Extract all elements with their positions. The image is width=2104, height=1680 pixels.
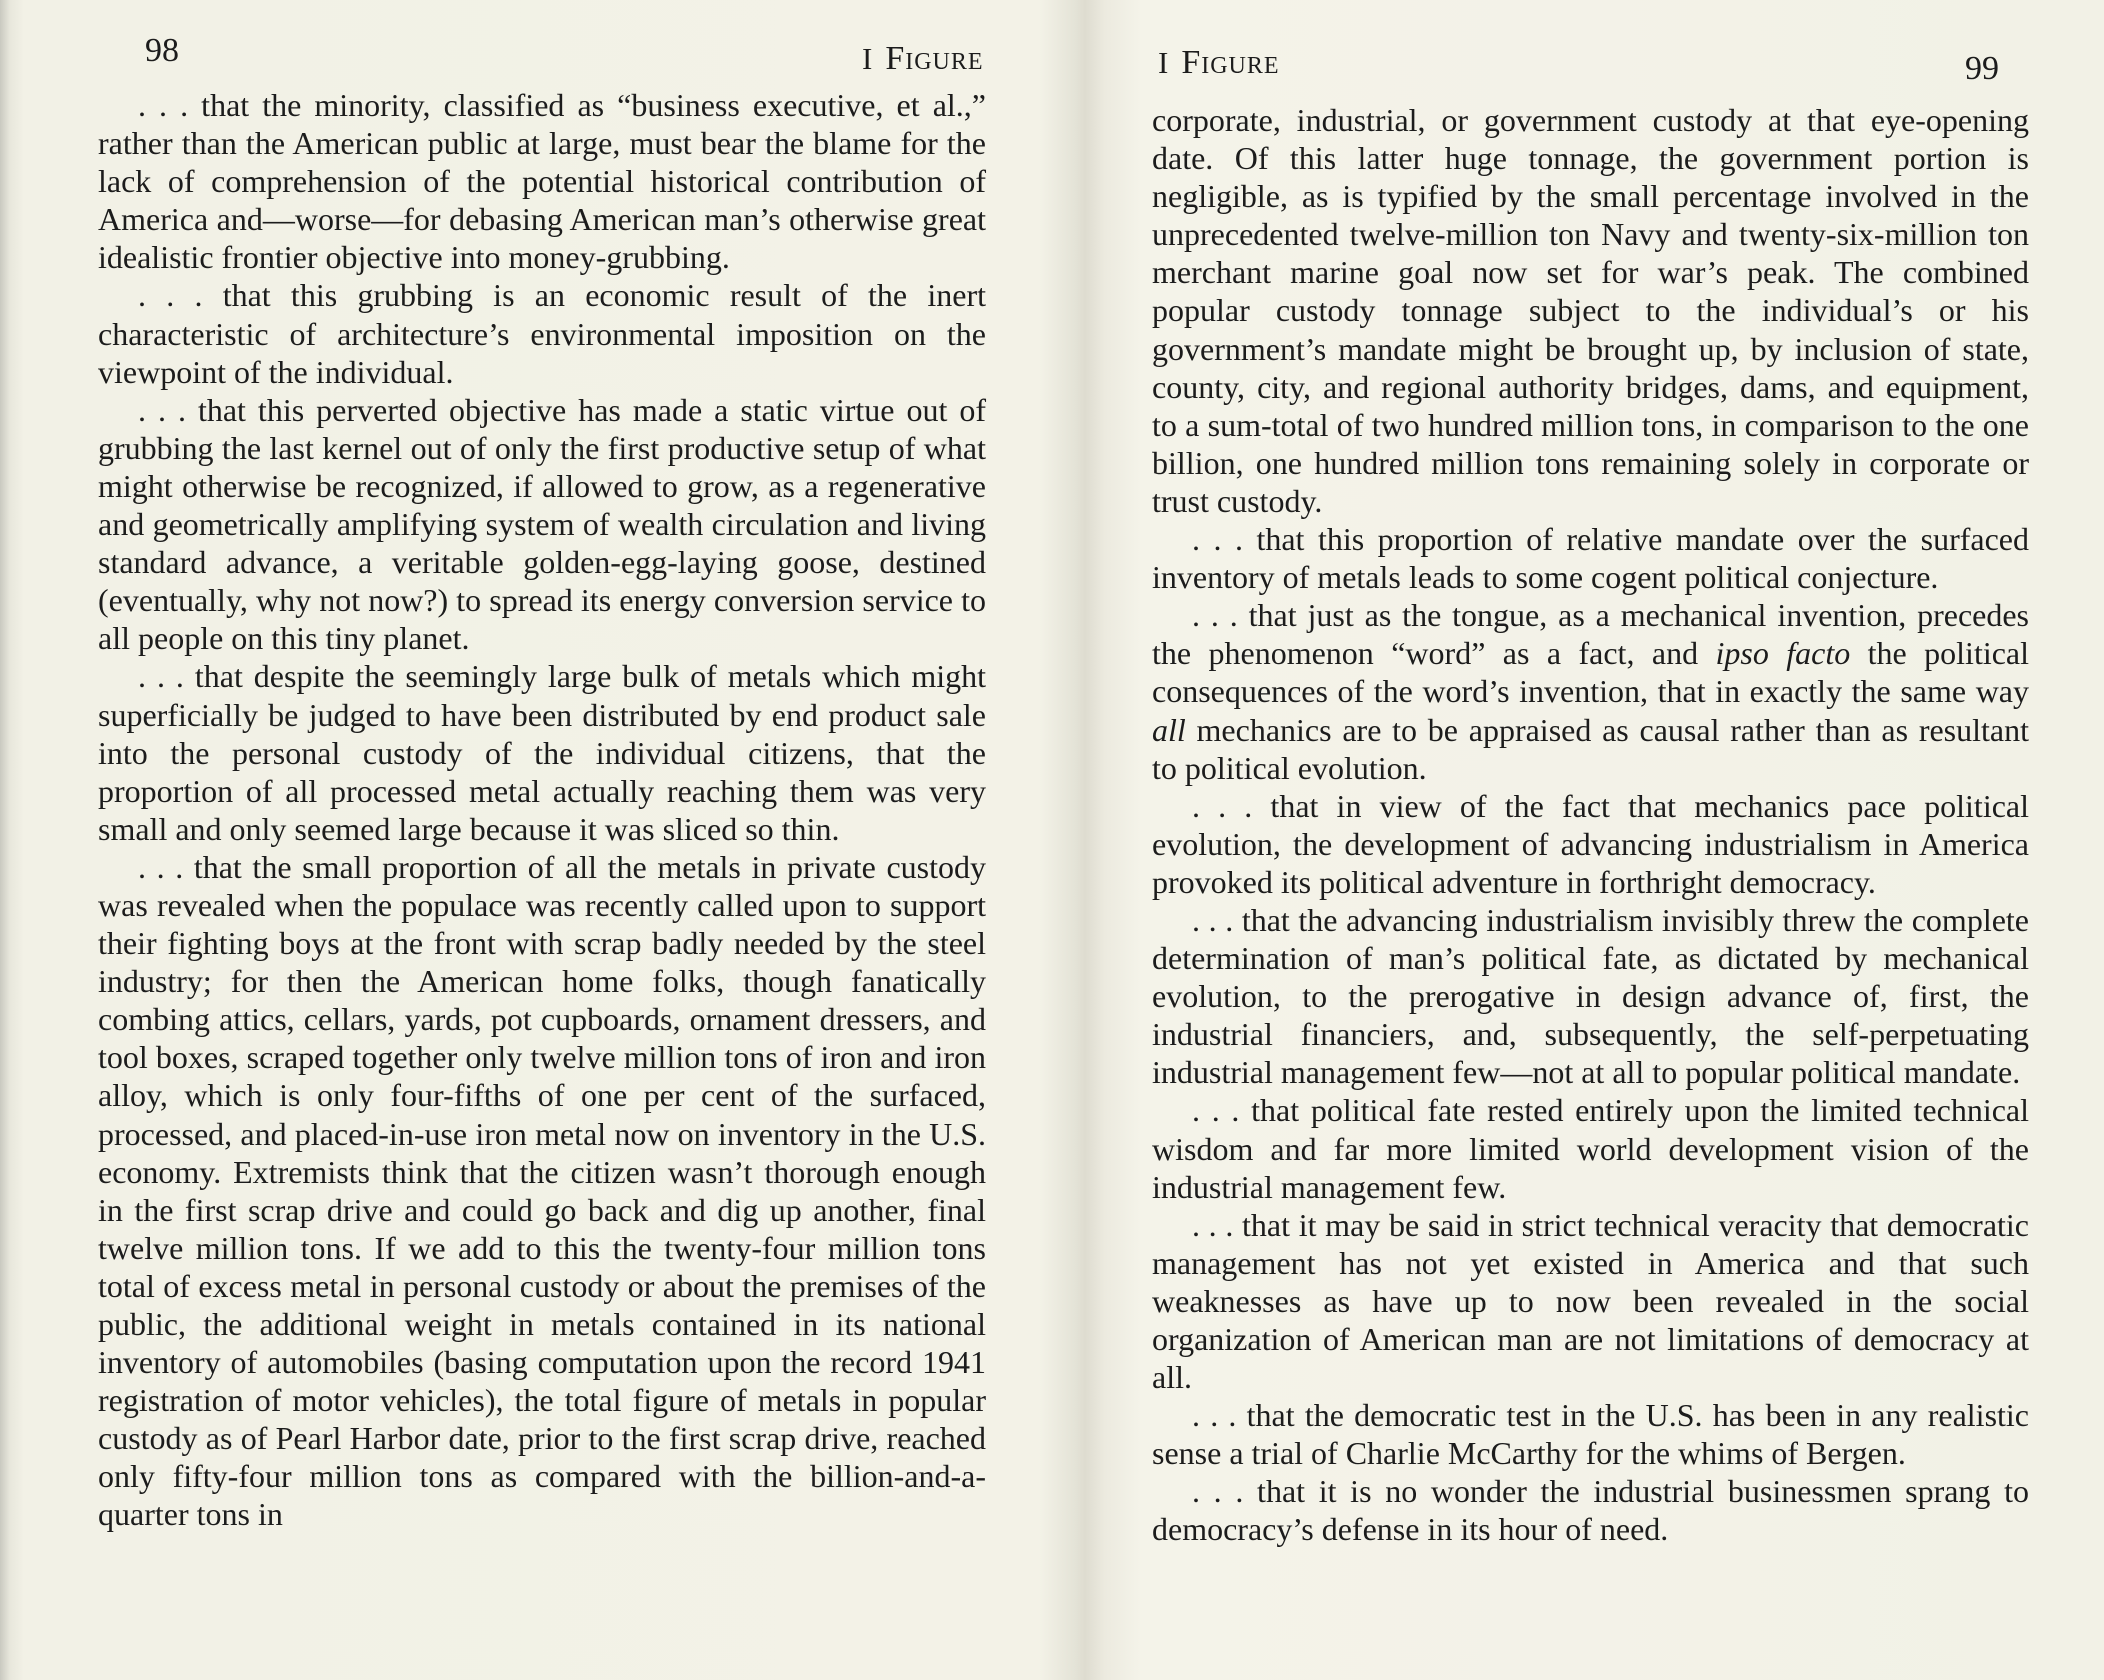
paragraph: . . . that it is no wonder the industrial businessmen sprang to democracy’s defense in its hour of need. [1152, 1473, 2029, 1548]
paragraph: . . . that the democratic test in the U.S. has been in any realistic sense a trial of Charlie McCarthy for the whims of Bergen. [1152, 1397, 2029, 1472]
running-head-title: Figure [885, 40, 984, 77]
paragraph: . . . that this perverted objective has made a static virtue out of grubbing the last kernel out of only the first productive setup of what might otherwise be recognized, if allowed to grow, as a regenerative and geometrically amplifying system of wealth circulation and living standard advance, a veritable golden-egg-laying goose, destined (eventually, why not now?) to spread its energy conversion service to all people on this tiny planet. [98, 391, 986, 657]
text-run: mechanics are to be appraised as causal rather than as resultant to political evolution. [1152, 711, 2029, 786]
italic-text: all [1152, 711, 1186, 748]
paragraph: . . . that this grubbing is an economic result of the inert characteristic of architecture’s environmental imposition on the viewpoint of the individual. [98, 277, 986, 390]
running-head [862, 40, 984, 78]
page-number: 98 [145, 32, 179, 69]
right-page [1085, 0, 2104, 1680]
running-head-title: Figure [1181, 44, 1280, 81]
italic-text: ipso facto [1715, 635, 1851, 672]
paragraph: . . . that this proportion of relative mandate over the surfaced inventory of metals leads to some cogent political conjecture. [1152, 521, 2029, 596]
running-head [1158, 44, 1280, 82]
paragraph: . . . that in view of the fact that mechanics pace political evolution, the development of advancing industrialism in America provoked its political adventure in forthright democracy. [1152, 787, 2029, 900]
paragraph [1152, 596, 2029, 786]
paragraph: . . . that despite the seemingly large bulk of metals which might superficially be judged to have been distributed by end product sale into the personal custody of the individual citizens, that the proportion of all processed metal actually reaching them was very small and only seemed large because it was sliced so thin. [98, 658, 986, 847]
running-head-numeral: I [862, 41, 874, 76]
body-text [98, 86, 986, 1534]
body-text [1152, 101, 2029, 1549]
paragraph: . . . that the small proportion of all the metals in private custody was revealed when the populace was recently called upon to support their fighting boys at the front with scrap badly needed by the steel industry; for then the American home folks, though fanatically combing attics, cellars, yards, pot cupboards, ornament dressers, and tool boxes, scraped together only twelve million tons of iron and iron alloy, which is only four-fifths of one per cent of the surfaced, processed, and placed-in-use iron metal now on inventory in the U.S. economy. Extremists think that the citizen wasn’t thorough enough in the first scrap drive and could go back and dig up another, final twelve million tons. If we add to this the twenty-four million tons total of excess metal in personal custody or about the premises of the public, the additional weight in metals contained in its national inventory of automobiles (basing computation upon the record 1941 registration of motor vehicles), the total figure of metals in popular custody as of Pearl Harbor date, prior to the first scrap drive, reached only fifty-four million tons as compared with the billion-and-a-quarter tons in [98, 848, 986, 1533]
paragraph-continuation: corporate, industrial, or government custody at that eye-opening date. Of this latter huge tonnage, the government portion is negligible, as is typified by the small percentage involved in the unprecedented twelve-million ton Navy and twenty-six-million ton merchant marine goal now set for war’s peak. The combined popular custody tonnage subject to the individual’s or his government’s mandate might be brought up, by inclusion of state, county, city, and regional authority bridges, dams, and equipment, to a sum-total of two hundred million tons, in comparison to the one billion, one hundred million tons remaining solely in corporate or trust custody. [1152, 102, 2029, 519]
page-number: 99 [1965, 50, 1999, 87]
paragraph: . . . that political fate rested entirely upon the limited technical wisdom and far more limited world development vision of the industrial management few. [1152, 1092, 2029, 1205]
text-run: . . . that just as the tongue, as a mechanical invention, precedes the phenomenon “word” as a fact, and [1152, 597, 2029, 672]
paragraph: . . . that the minority, classified as “business executive, et al.,” rather than the American public at large, must bear the blame for the lack of comprehension of the potential historical contribution of America and—worse—for debasing American man’s otherwise great idealistic frontier objective into money-grubbing. [98, 87, 986, 276]
paragraph: . . . that it may be said in strict technical veracity that democratic management has not yet existed in America and that such weaknesses as have up to now been revealed in the social organization of American man are not limitations of democracy at all. [1152, 1206, 2029, 1396]
text-run: the political consequences of the word’s invention, that in exactly the same way [1152, 635, 2030, 710]
running-head-numeral: I [1158, 45, 1170, 80]
paragraph: . . . that the advancing industrialism invisibly threw the complete determination of man’s political fate, as dictated by mechanical evolution, to the prerogative in design advance of, first, the industrial financiers, and, subsequently, the self-perpetuating industrial management few—not at all to popular political mandate. [1152, 901, 2029, 1091]
